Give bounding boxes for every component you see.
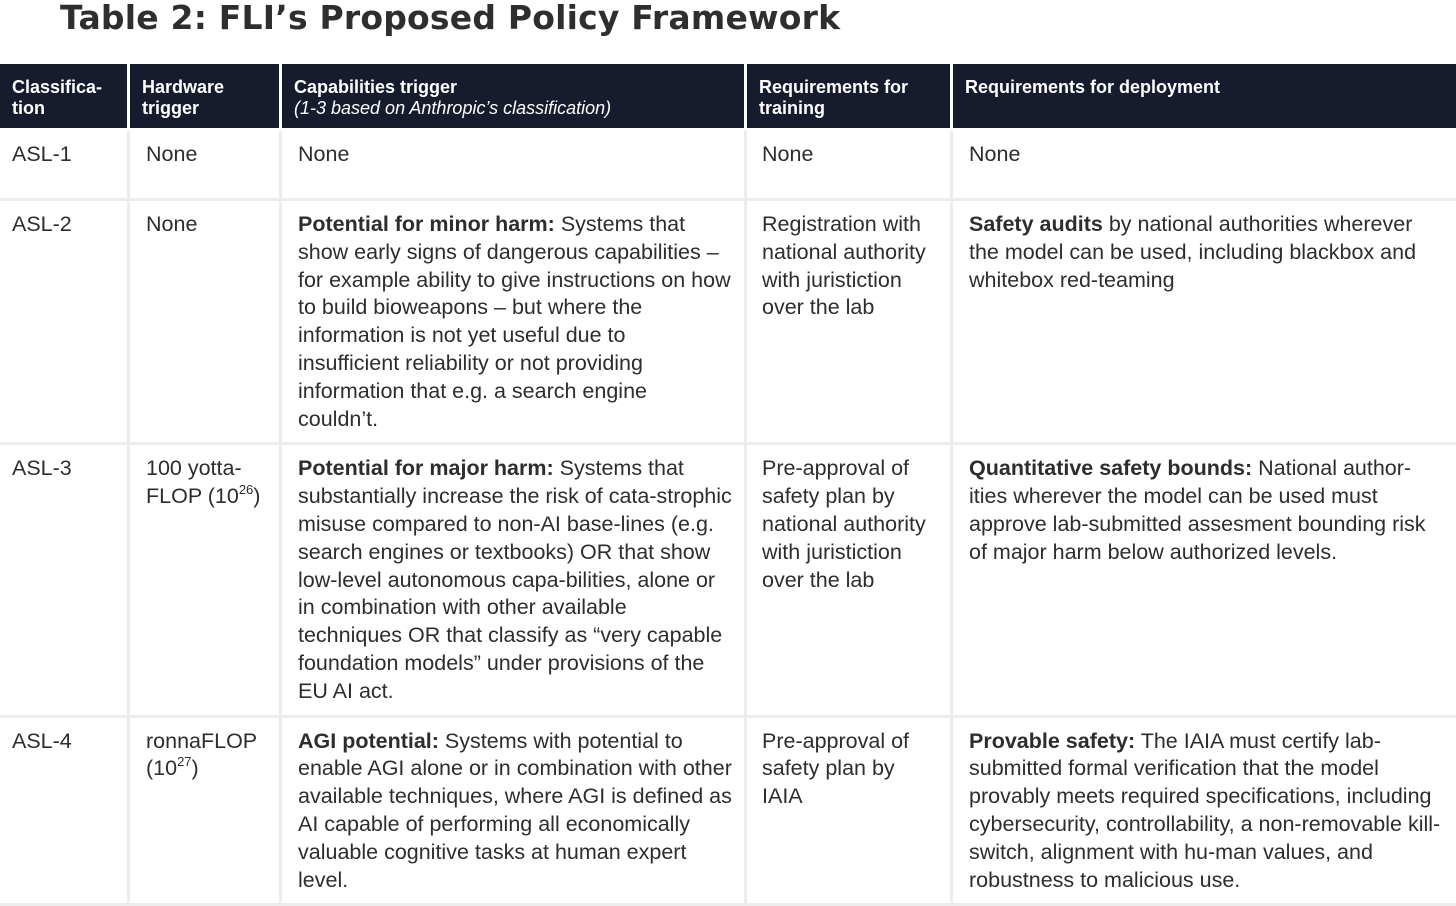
classification-cell [0, 445, 127, 717]
classification-value: ASL-1 [12, 142, 72, 166]
hardware-exponent: 27 [177, 754, 192, 770]
training-requirements-cell [744, 131, 950, 201]
hardware-trigger-cell [127, 445, 279, 717]
header-capabilities-label: Capabilities trigger [294, 77, 458, 97]
hardware-trigger-value: ronnaFLOP (10 [146, 728, 257, 781]
header-hardware-trigger [127, 64, 279, 131]
hardware-trigger-value: None [146, 212, 198, 236]
deployment-text: by national authorities wherever the model can be used, including blackbox and whitebox red-teaming [969, 212, 1417, 292]
training-text: Registration with national authority with juristiction over the lab [762, 212, 926, 320]
policy-framework-table [0, 64, 1456, 906]
training-text: Pre-approval of safety plan by IAIA [762, 728, 909, 809]
classification-cell [0, 131, 127, 201]
classification-value: ASL-3 [12, 456, 72, 481]
classification-value: ASL-4 [12, 728, 72, 753]
classification-value: ASL-2 [12, 212, 72, 236]
header-hardware-label: Hardware trigger [142, 77, 225, 118]
hardware-trigger-value: 100 yotta-FLOP (10 [146, 456, 242, 509]
hardware-trigger-value: None [146, 142, 198, 166]
deployment-lead: Provable safety: [969, 728, 1136, 753]
capabilities-text: Systems that substantially increase the risk of cata-strophic misuse compared to non-AI base-lines (e.g. search engines or textbooks) OR that show low-level autonomous capa-bilities, alone or in combination with other available techniques OR that classify as “very capable foundation models” under provisions of the EU AI act. [298, 456, 732, 703]
training-requirements-cell [744, 445, 950, 717]
capabilities-trigger-cell [279, 445, 744, 717]
deployment-requirements-cell [950, 131, 1456, 201]
capabilities-trigger-cell [279, 131, 744, 201]
header-deployment-requirements [950, 64, 1456, 131]
capabilities-text: None [298, 142, 350, 166]
table-row [0, 131, 1456, 201]
deployment-text: None [969, 142, 1021, 166]
deployment-requirements-cell [950, 201, 1456, 445]
capabilities-lead: AGI potential: [298, 728, 439, 753]
deployment-text: National author-ities wherever the model can be used must approve lab-submitted assesment bounding risk of major harm below authorized levels. [969, 456, 1426, 564]
classification-cell [0, 201, 127, 445]
header-capabilities-note: (1-3 based on Anthropic’s classification) [294, 98, 612, 118]
header-training-label: Requirements for training [759, 77, 909, 118]
classification-cell [0, 718, 127, 906]
training-requirements-cell [744, 718, 950, 906]
capabilities-text: Systems with potential to enable AGI alone or in combination with other available techniques, where AGI is defined as AI capable of performing all economically valuable cognitive tasks at human expert level. [298, 728, 732, 892]
hardware-trigger-cell [127, 131, 279, 201]
header-training-requirements [744, 64, 950, 131]
table-row [0, 445, 1456, 717]
capabilities-lead: Potential for minor harm: [298, 212, 555, 236]
table-row [0, 718, 1456, 906]
training-requirements-cell [744, 201, 950, 445]
hardware-trigger-tail: ) [191, 756, 199, 781]
hardware-exponent: 26 [238, 482, 254, 498]
capabilities-trigger-cell [279, 201, 744, 445]
hardware-trigger-tail: ) [253, 484, 261, 509]
training-text: None [762, 142, 814, 166]
table-row [0, 201, 1456, 445]
header-classification [0, 64, 127, 131]
header-classification-label: Classifica- tion [12, 77, 103, 118]
capabilities-trigger-cell [279, 718, 744, 906]
deployment-text: The IAIA must certify lab-submitted formal verification that the model provably meets required specifications, including cybersecurity, controllability, a non-removable kill-switch, alignment with hu-man values, and robustness to malicious use. [969, 728, 1441, 892]
capabilities-text: Systems that show early signs of dangerous capabilities – for example ability to give instructions on how to build bioweapons – but where the information is not yet useful due to insufficient reliability or not providing information that e.g. a search engine couldn’t. [298, 212, 731, 431]
hardware-trigger-cell [127, 201, 279, 445]
deployment-lead: Quantitative safety bounds: [969, 456, 1253, 481]
header-deployment-label: Requirements for deployment [965, 77, 1221, 97]
header-capabilities-trigger [279, 64, 744, 131]
deployment-requirements-cell [950, 718, 1456, 906]
table-title: Table 2: FLI’s Proposed Policy Framework [60, 0, 841, 37]
hardware-trigger-cell [127, 718, 279, 906]
capabilities-lead: Potential for major harm: [298, 456, 554, 481]
deployment-requirements-cell [950, 445, 1456, 717]
deployment-lead: Safety audits [969, 212, 1103, 236]
training-text: Pre-approval of safety plan by national authority with juristiction over the lab [762, 456, 926, 592]
table-header-row [0, 64, 1456, 131]
